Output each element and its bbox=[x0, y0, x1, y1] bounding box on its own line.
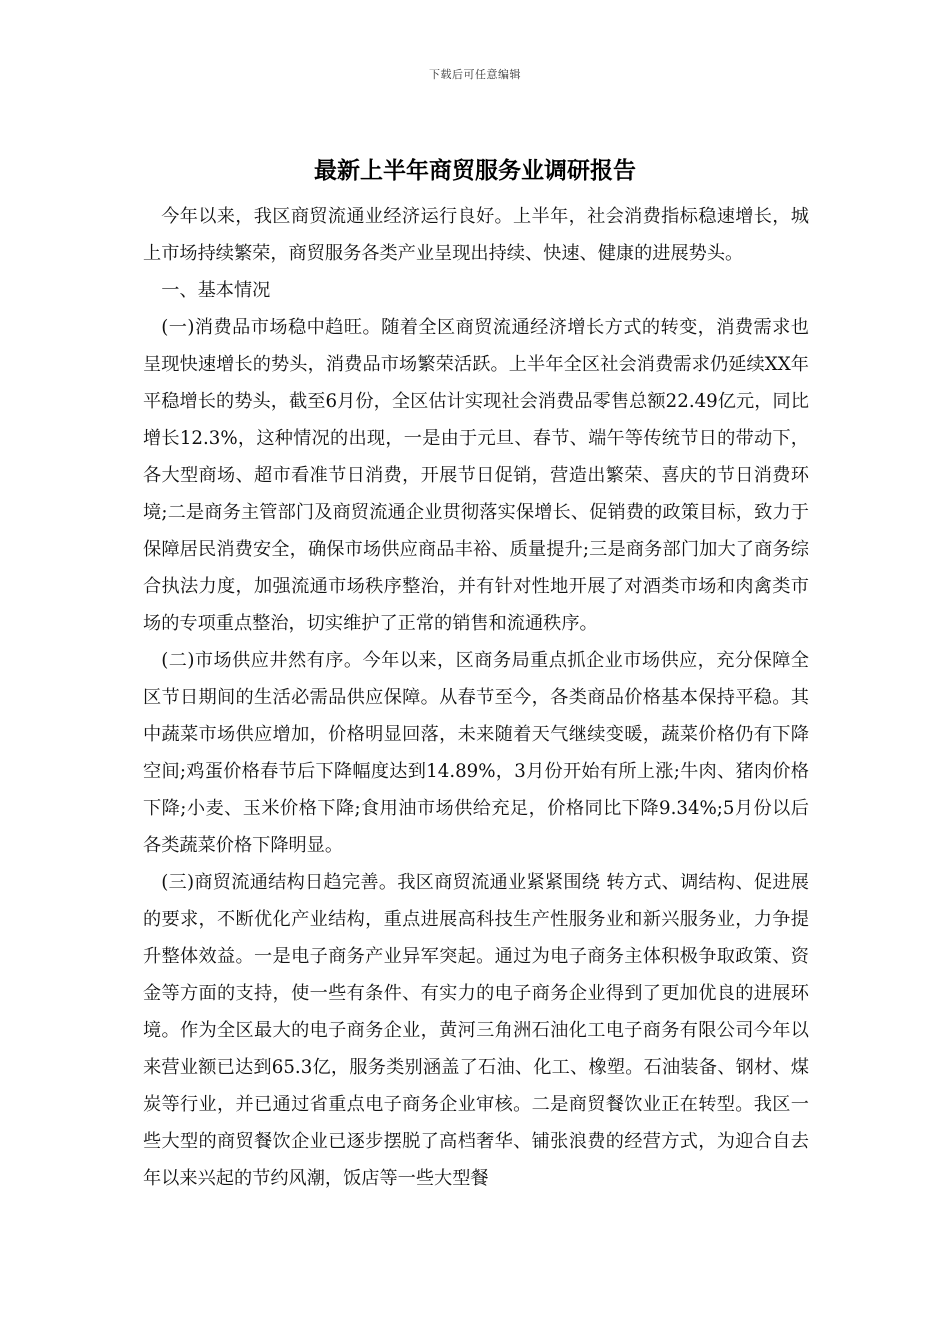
section-heading-basic-situation: 一、基本情况 bbox=[161, 280, 271, 301]
page-header-note: 下载后可任意编辑 bbox=[429, 68, 521, 81]
intro-paragraph: 今年以来，我区商贸流通业经济运行良好。上半年，社会消费指标稳速增长，城上市场持续繁荣，商贸服务各类产业呈现出持续、快速、健康的进展势头。 bbox=[143, 206, 809, 264]
document-title: 最新上半年商贸服务业调研报告 bbox=[314, 158, 636, 184]
document-body bbox=[143, 198, 809, 1197]
paragraph-commerce-structure: (三)商贸流通结构日趋完善。我区商贸流通业紧紧围绕 转方式、调结构、促进展 的要求，不断优化产业结构，重点进展高科技生产性服务业和新兴服务业，力争提升整体效益。一是电子商务产业异军突起。通过为电子商务主体积极争取政策、资金等方面的支持，使一些有条件、有实力的电子商务企业得到了更加优良的进展环境。作为全区最大的电子商务企业，黄河三角洲石油化工电子商务有限公司今年以来营业额已达到65.3亿，服务类别涵盖了石油、化工、橡塑。石油装备、钢材、煤炭等行业，并已通过省重点电子商务企业审核。二是商贸餐饮业正在转型。我区一些大型的商贸餐饮企业已逐步摆脱了高档奢华、铺张浪费的经营方式，为迎合自去年以来兴起的节约风潮，饭店等一些大型餐 bbox=[143, 872, 809, 1189]
paragraph-consumer-market: (一)消费品市场稳中趋旺。随着全区商贸流通经济增长方式的转变，消费需求也呈现快速增长的势头，消费品市场繁荣活跃。上半年全区社会消费需求仍延续XX年平稳增长的势头，截至6月份，全区估计实现社会消费品零售总额22.49亿元，同比增长12.3%，这种情况的出现，一是由于元旦、春节、端午等传统节日的带动下，各大型商场、超市看准节日消费，开展节日促销，营造出繁荣、喜庆的节日消费环境;二是商务主管部门及商贸流通企业贯彻落实保增长、促销费的政策目标，致力于保障居民消费安全，确保市场供应商品丰裕、质量提升;三是商务部门加大了商务综合执法力度，加强流通市场秩序整治，并有针对性地开展了对酒类市场和肉禽类市场的专项重点整治，切实维护了正常的销售和流通秩序。 bbox=[143, 317, 809, 634]
paragraph-market-supply: (二)市场供应井然有序。今年以来，区商务局重点抓企业市场供应，充分保障全区节日期间的生活必需品供应保障。从春节至今，各类商品价格基本保持平稳。其中蔬菜市场供应增加，价格明显回落，未来随着天气继续变暖，蔬菜价格仍有下降空间;鸡蛋价格春节后下降幅度达到14.89%，3月份开始有所上涨;牛肉、猪肉价格下降;小麦、玉米价格下降;食用油市场供给充足，价格同比下降9.34%;5月份以后各类蔬菜价格下降明显。 bbox=[143, 650, 809, 856]
